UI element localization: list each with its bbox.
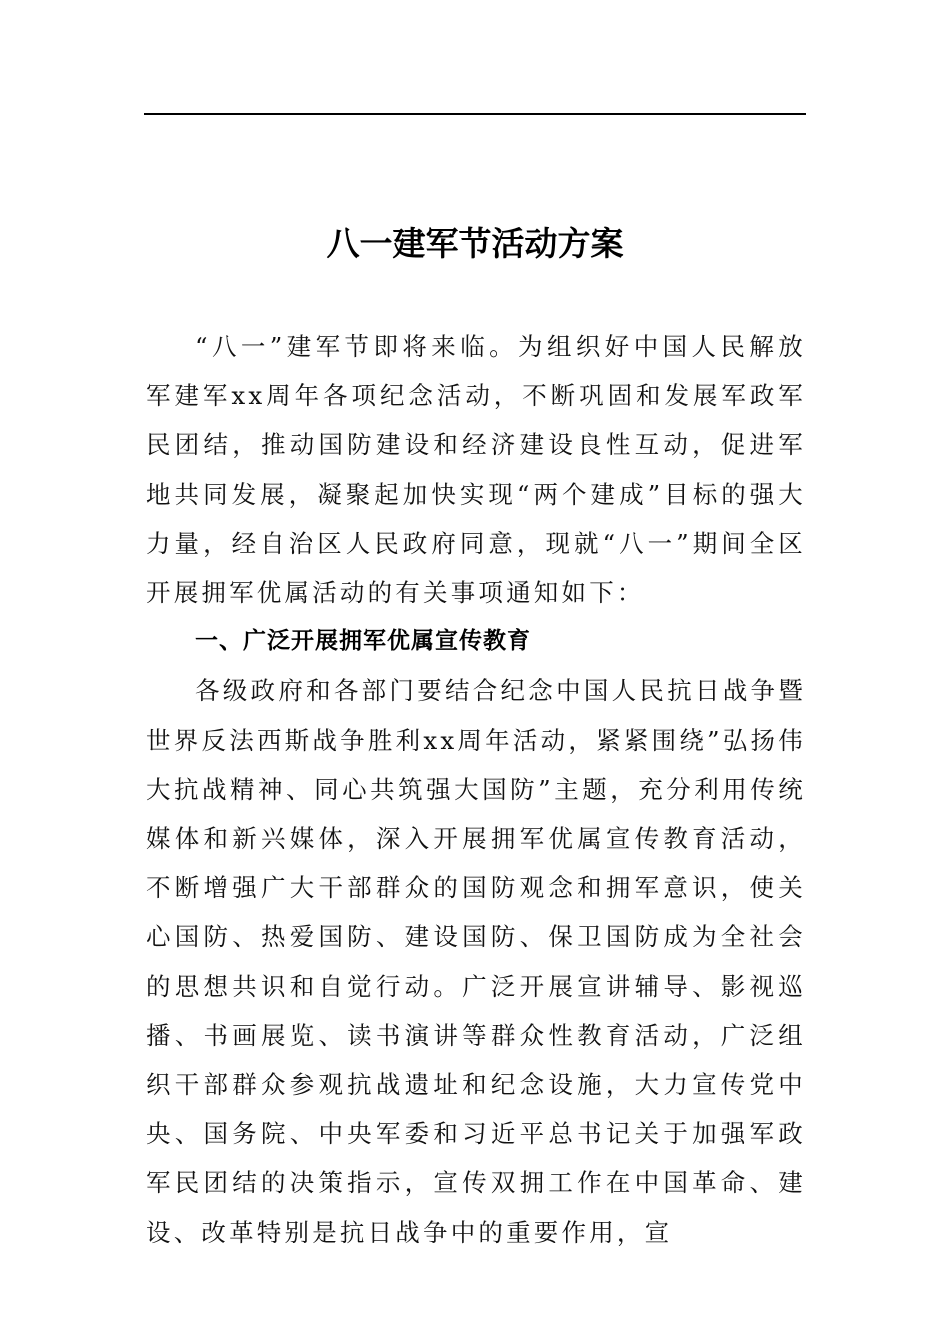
intro-paragraph: “八一”建军节即将来临。为组织好中国人民解放军建军xx周年各项纪念活动，不断巩固和发展军政军民团结，推动国防建设和经济建设良性互动，促进军地共同发展，凝聚起加快实现“两个建成”目标的强大力量，经自治区人民政府同意，现就“八一”期间全区开展拥军优属活动的有关事项通知如下： bbox=[146, 332, 806, 608]
header-rule bbox=[144, 113, 806, 115]
document-body bbox=[146, 322, 806, 1257]
document-title: 八一建军节活动方案 bbox=[326, 224, 624, 263]
section-1-paragraph: 各级政府和各部门要结合纪念中国人民抗日战争暨世界反法西斯战争胜利xx周年活动，紧紧围绕”弘扬伟大抗战精神、同心共筑强大国防”主题，充分利用传统媒体和新兴媒体，深入开展拥军优属宣传教育活动，不断增强广大干部群众的国防观念和拥军意识，使关心国防、热爱国防、建设国防、保卫国防成为全社会的思想共识和自觉行动。广泛开展宣讲辅导、影视巡播、书画展览、读书演讲等群众性教育活动，广泛组织干部群众参观抗战遗址和纪念设施，大力宣传党中央、国务院、中央军委和习近平总书记关于加强军政军民团结的决策指示，宣传双拥工作在中国革命、建设、改革特别是抗日战争中的重要作用，宣 bbox=[146, 676, 806, 1247]
section-heading-1: 一、广泛开展拥军优属宣传教育 bbox=[195, 628, 531, 655]
